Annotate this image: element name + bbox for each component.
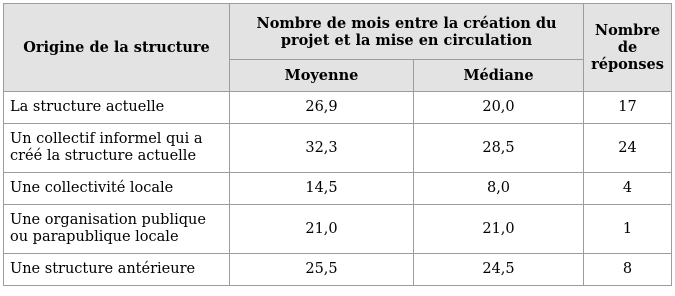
header-mean: Moyenne (230, 60, 414, 92)
data-table (3, 3, 672, 286)
cell-median: 8,0 (414, 173, 584, 205)
cell-responses: 4 (584, 173, 672, 205)
cell-mean: 21,0 (230, 205, 414, 254)
cell-median: 28,5 (414, 124, 584, 173)
cell-mean: 26,9 (230, 92, 414, 124)
header-months-group: Nombre de mois entre la création du projet et la mise en circulation (230, 4, 584, 60)
cell-origin: Une organisation publique ou parapublique locale (4, 205, 230, 254)
cell-origin: Un collectif informel qui a créé la structure actuelle (4, 124, 230, 173)
cell-median: 24,5 (414, 254, 584, 286)
cell-median: 21,0 (414, 205, 584, 254)
cell-origin: La structure actuelle (4, 92, 230, 124)
table-row (4, 205, 672, 254)
cell-responses: 8 (584, 254, 672, 286)
cell-origin: Une structure antérieure (4, 254, 230, 286)
header-responses: Nombre de réponses (584, 4, 672, 92)
cell-origin: Une collectivité locale (4, 173, 230, 205)
cell-responses: 1 (584, 205, 672, 254)
header-origin: Origine de la structure (4, 4, 230, 92)
header-median: Médiane (414, 60, 584, 92)
cell-responses: 17 (584, 92, 672, 124)
table-header (4, 4, 672, 92)
cell-mean: 14,5 (230, 173, 414, 205)
table-row (4, 254, 672, 286)
table-row (4, 92, 672, 124)
cell-median: 20,0 (414, 92, 584, 124)
table-row (4, 173, 672, 205)
table-row (4, 124, 672, 173)
cell-mean: 32,3 (230, 124, 414, 173)
table-body (4, 92, 672, 286)
cell-mean: 25,5 (230, 254, 414, 286)
cell-responses: 24 (584, 124, 672, 173)
